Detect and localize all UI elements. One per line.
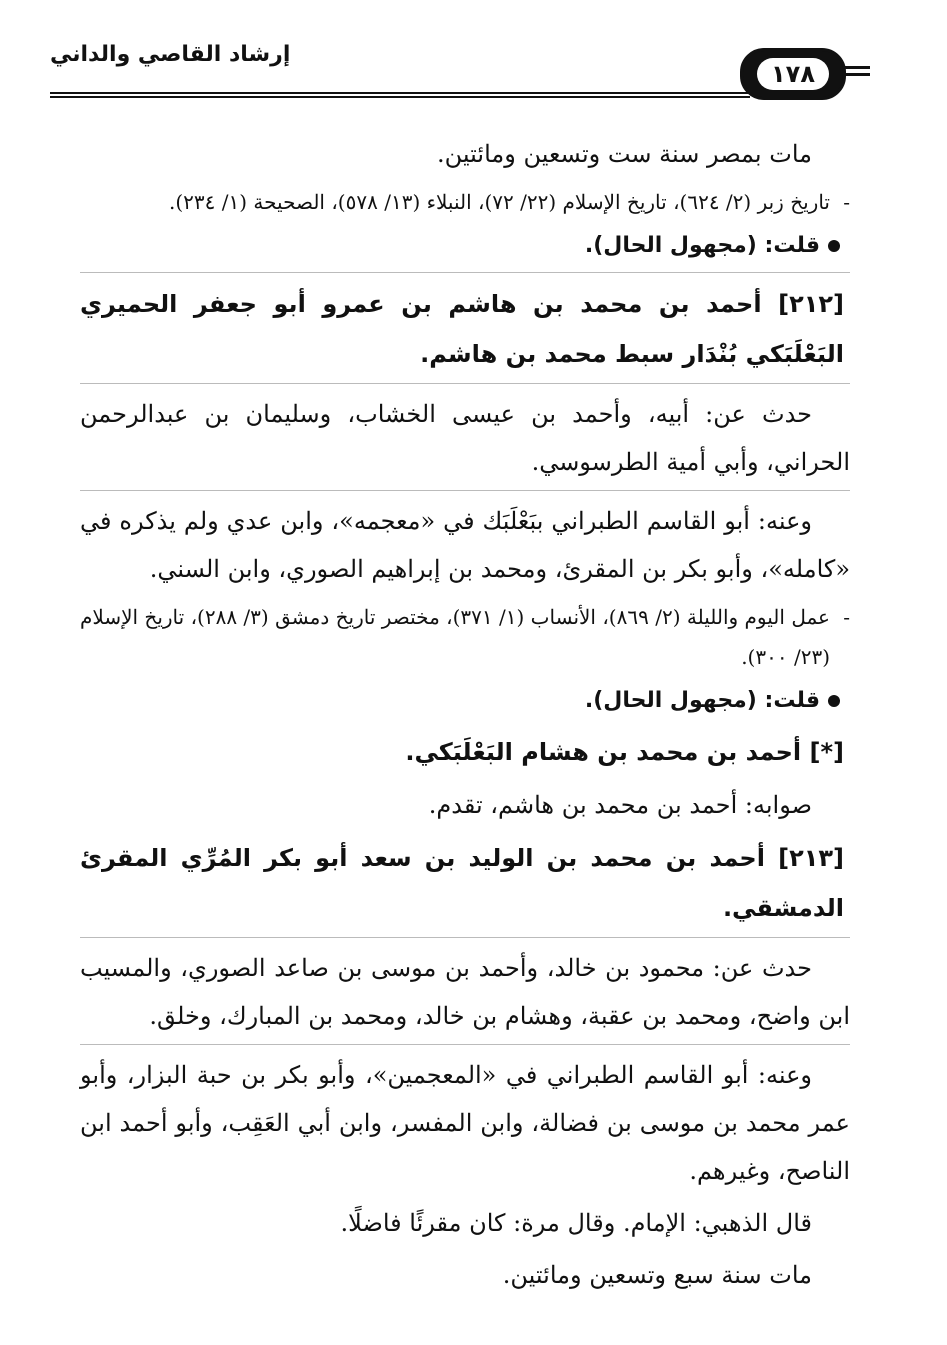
page-body bbox=[80, 130, 850, 1303]
death-note-213: مات سنة سبع وتسعين ومائتين. bbox=[502, 1261, 812, 1289]
bullet-icon bbox=[828, 240, 840, 252]
divider bbox=[80, 383, 850, 384]
header-dash-decoration bbox=[844, 66, 870, 69]
sources-note-211: - تاريخ زبر (٢/ ٦٢٤)، تاريخ الإسلام (٢٢/ ٧٢)، النبلاء (١٣/ ٥٧٨)، الصحيحة (١/ ٢٣٤). bbox=[80, 182, 850, 222]
divider bbox=[80, 272, 850, 273]
header-rule bbox=[50, 92, 750, 94]
narrated-from-213: حدث عن: محمود بن خالد، وأحمد بن موسى بن صاعد الصوري، والمسيب ابن واضح، ومحمد بن عقبة، وهشام بن خالد، ومحمد بن المبارك، وخلق. bbox=[80, 954, 850, 1030]
narrators-213: وعنه: أبو القاسم الطبراني في «المعجمين»، وأبو بكر بن حبة البزار، وأبو عمر محمد بن موسى بن فضالة، وابن المفسر، وابن أبي العَقِب، وأبو أحمد ابن الناصح، وغيرهم. bbox=[80, 1061, 850, 1185]
bullet-icon bbox=[828, 695, 840, 707]
narrated-from-212: حدث عن: أبيه، وأحمد بن عيسى الخشاب، وسليمان بن عبدالرحمن الحراني، وأبي أمية الطرسوسي. bbox=[80, 400, 850, 476]
page-number-badge bbox=[740, 48, 846, 100]
narrators-212: وعنه: أبو القاسم الطبراني ببَعْلَبَك في «معجمه»، وابن عدي ولم يذكره في «كامله»، وأبو بكر بن المقرئ، ومحمد بن إبراهيم الصوري، وابن السني. bbox=[80, 507, 850, 583]
entry-heading-213: [٢١٣] أحمد بن محمد بن الوليد بن سعد أبو بكر المُرِّي المقرئ الدمشقي. bbox=[80, 844, 844, 922]
divider bbox=[80, 937, 850, 938]
correction-note: صوابه: أحمد بن محمد بن هاشم، تقدم. bbox=[428, 791, 812, 819]
entry-heading-212: [٢١٢] أحمد بن محمد بن هاشم بن عمرو أبو جعفر الحميري البَعْلَبَكي بُنْدَار سبط محمد بن هاشم. bbox=[80, 290, 844, 368]
sources-note-212: - عمل اليوم والليلة (٢/ ٨٦٩)، الأنساب (١/ ٣٧١)، مختصر تاريخ دمشق (٣/ ٢٨٨)، تاريخ الإسلام (٢٣/ ٣٠٠). bbox=[80, 597, 850, 677]
entry-heading-star: [*] أحمد بن محمد بن هشام البَعْلَبَكي. bbox=[405, 738, 844, 766]
divider bbox=[80, 490, 850, 491]
dhahabi-quote: قال الذهبي: الإمام. وقال مرة: كان مقرئًا فاضلًا. bbox=[340, 1209, 812, 1237]
verdict-211 bbox=[80, 224, 850, 268]
verdict-text: قلت: (مجهول الحال). bbox=[584, 688, 820, 713]
divider bbox=[80, 1044, 850, 1045]
death-note-210: مات بمصر سنة ست وتسعين ومائتين. bbox=[437, 140, 812, 168]
book-title: إرشاد القاصي والداني bbox=[50, 42, 291, 67]
verdict-212 bbox=[80, 679, 850, 723]
verdict-text: قلت: (مجهول الحال). bbox=[584, 233, 820, 258]
page-number: ١٧٨ bbox=[757, 58, 829, 90]
page-header bbox=[50, 40, 870, 100]
